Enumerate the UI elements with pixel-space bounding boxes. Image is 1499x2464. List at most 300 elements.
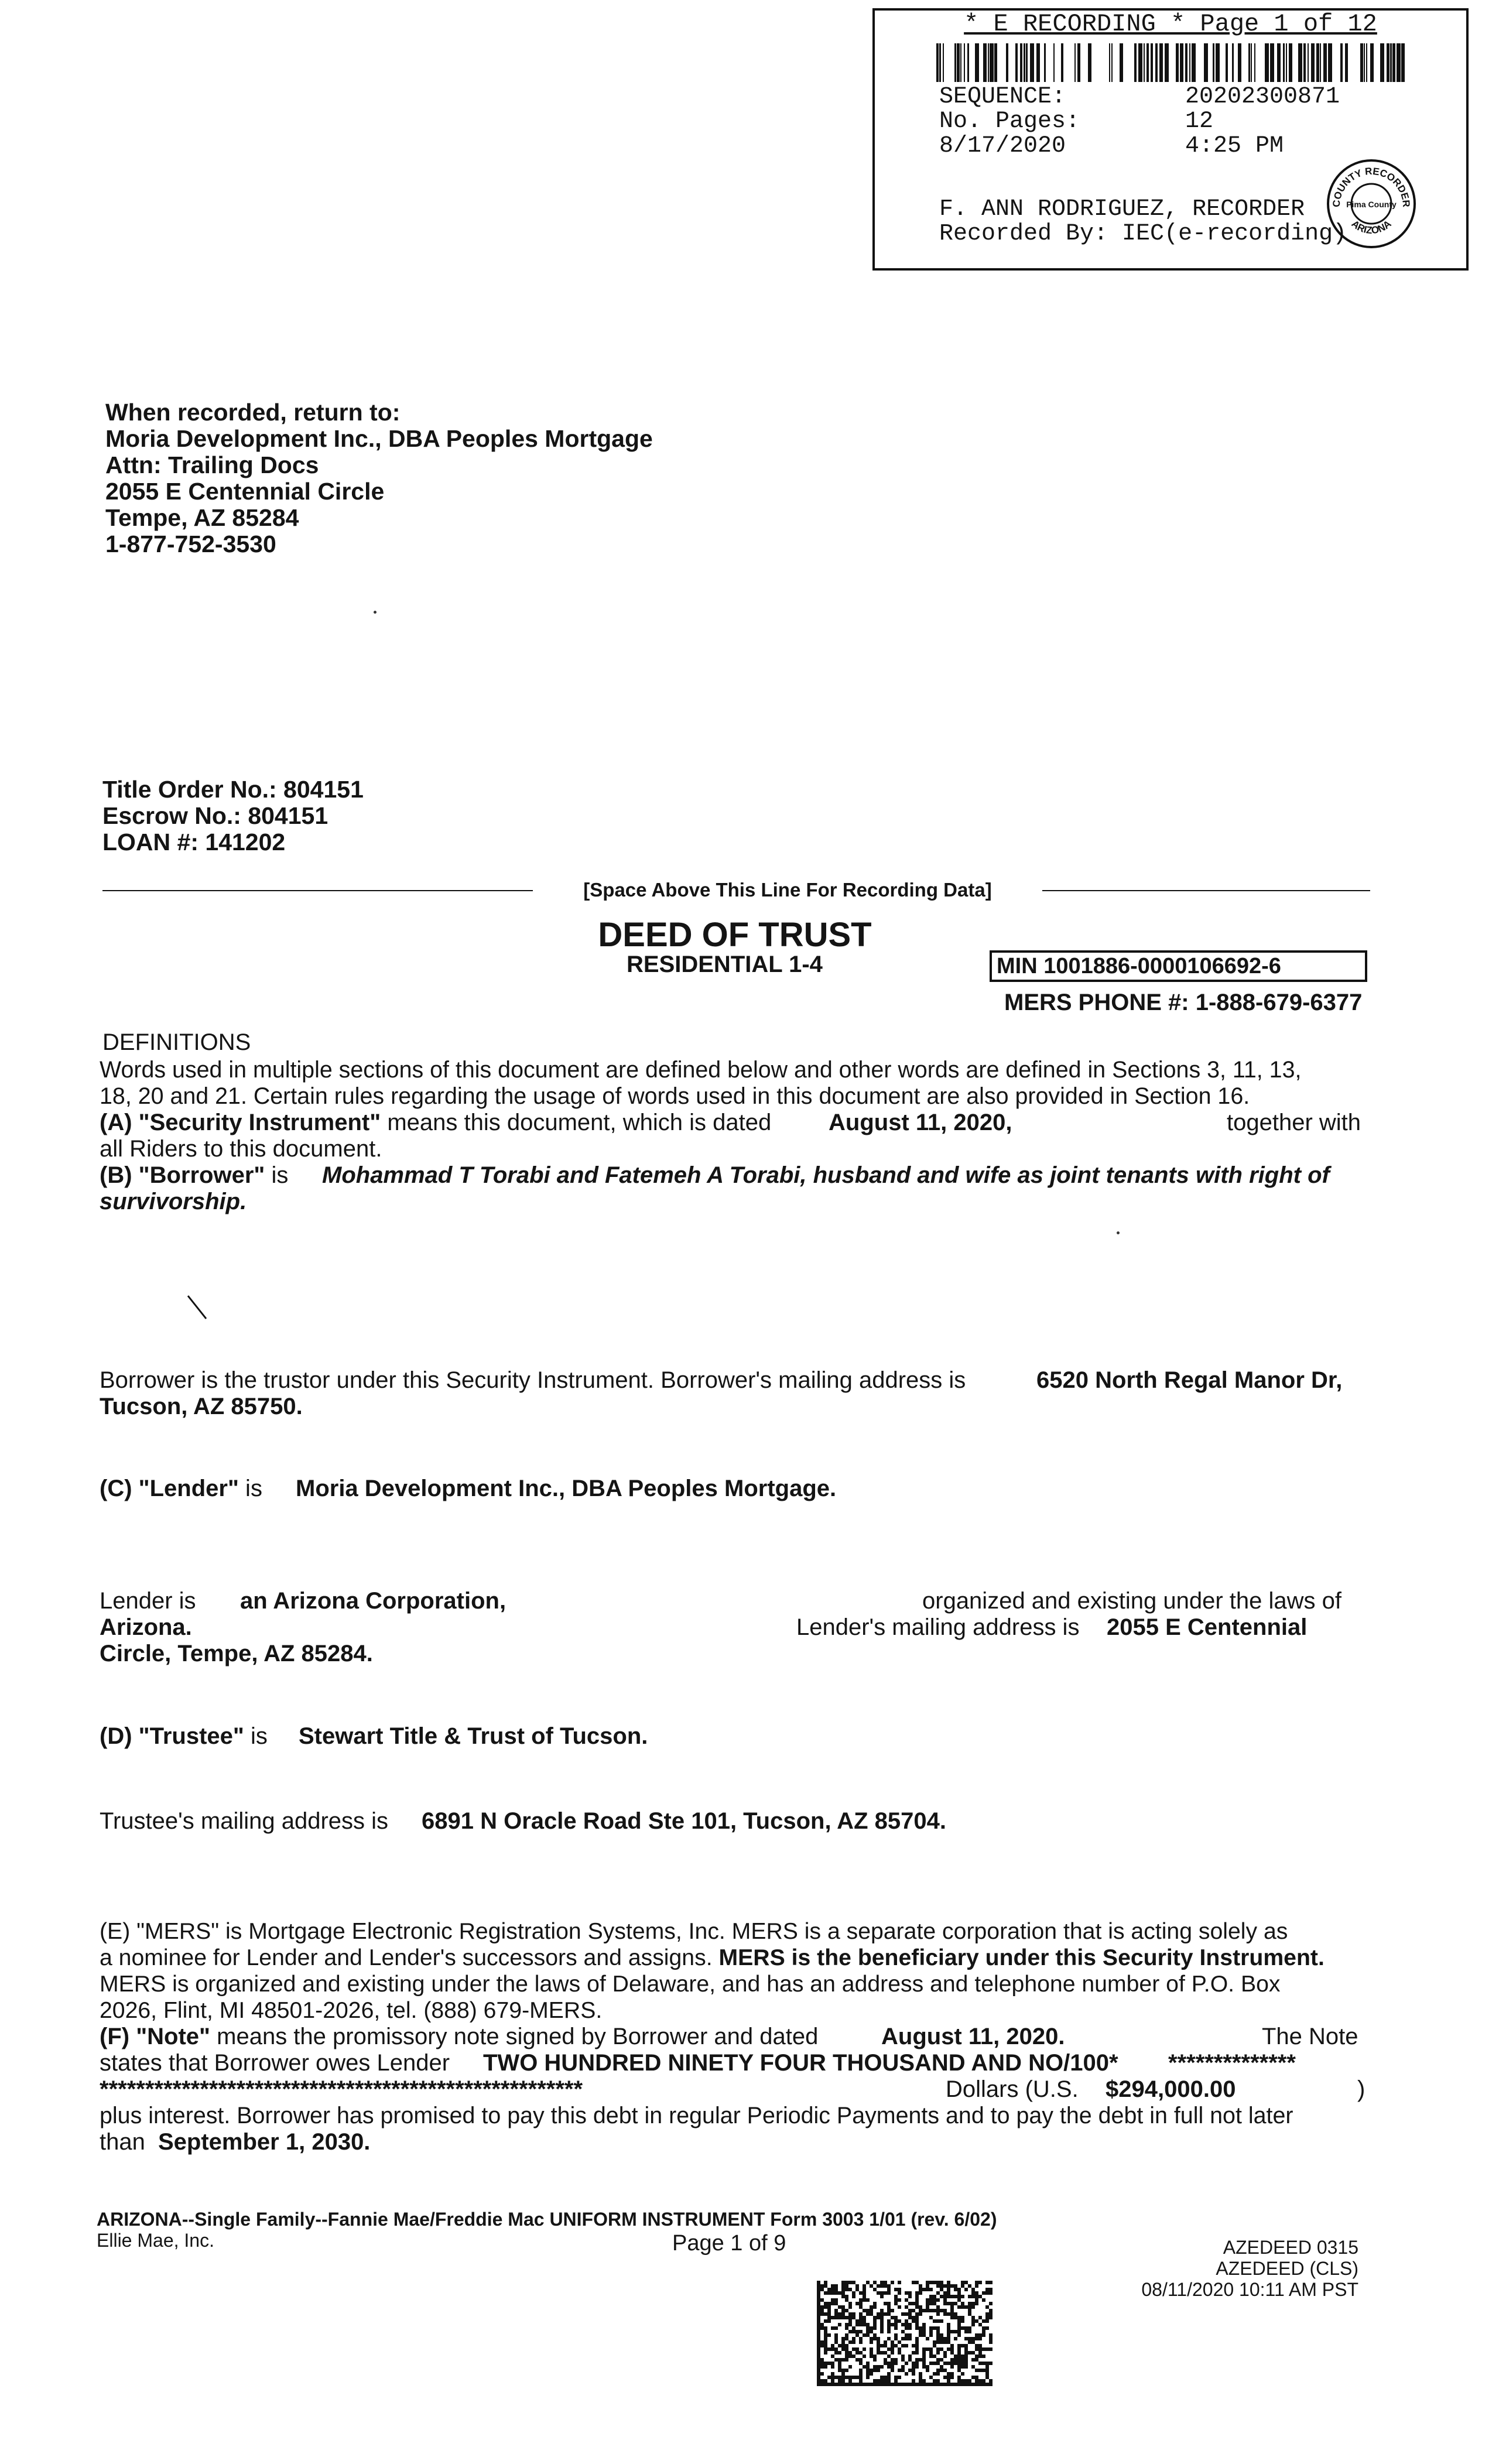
barcode-module xyxy=(954,2330,957,2333)
barcode-module xyxy=(901,2369,905,2372)
barcode-module xyxy=(978,2337,982,2340)
barcode-bar xyxy=(967,43,969,82)
lender-line-1 xyxy=(100,1588,1370,1614)
barcode-module xyxy=(887,2355,891,2358)
barcode-module xyxy=(884,2312,887,2316)
barcode-module xyxy=(908,2383,912,2386)
barcode-module xyxy=(954,2355,957,2358)
barcode-module xyxy=(971,2351,975,2355)
note-date: August 11, 2020. xyxy=(881,2024,1065,2049)
barcode-module xyxy=(880,2309,884,2312)
barcode-module xyxy=(845,2344,848,2347)
barcode-module xyxy=(968,2305,971,2309)
barcode-module xyxy=(971,2288,975,2291)
barcode-module xyxy=(933,2340,936,2344)
barcode-module xyxy=(905,2323,908,2326)
barcode-module xyxy=(968,2340,971,2344)
barcode-module xyxy=(824,2351,827,2355)
barcode-module xyxy=(838,2376,841,2379)
barcode-module xyxy=(820,2298,824,2302)
title-order-number: Title Order No.: 804151 xyxy=(102,776,364,803)
barcode-module xyxy=(985,2281,989,2284)
barcode-module xyxy=(908,2291,912,2295)
trustee-address: 6891 N Oracle Road Ste 101, Tucson, AZ 85704. xyxy=(422,1808,946,1834)
barcode-module xyxy=(926,2347,929,2351)
barcode-module xyxy=(834,2347,838,2351)
barcode-module xyxy=(852,2355,855,2358)
barcode-module xyxy=(824,2302,827,2305)
barcode-module xyxy=(884,2383,887,2386)
barcode-bar xyxy=(1289,43,1292,82)
barcode-module xyxy=(908,2295,912,2298)
barcode-module xyxy=(957,2319,961,2323)
barcode-module xyxy=(848,2383,852,2386)
barcode-module xyxy=(950,2351,954,2355)
barcode-module xyxy=(834,2337,838,2340)
barcode-bar xyxy=(1397,43,1401,82)
borrower-address-1: 6520 North Regal Manor Dr, xyxy=(1036,1367,1343,1393)
barcode-module xyxy=(884,2376,887,2379)
barcode-module xyxy=(982,2369,985,2372)
borrower-address-2: Tucson, AZ 85750. xyxy=(100,1394,303,1419)
barcode-module xyxy=(929,2383,933,2386)
barcode-module xyxy=(863,2365,866,2369)
barcode-module xyxy=(989,2347,993,2351)
barcode-module xyxy=(936,2369,940,2372)
barcode-module xyxy=(905,2333,908,2337)
barcode-module xyxy=(919,2379,922,2383)
barcode-module xyxy=(898,2383,901,2386)
barcode-module xyxy=(989,2340,993,2344)
barcode-module xyxy=(873,2326,877,2330)
barcode-module xyxy=(968,2312,971,2316)
barcode-module xyxy=(989,2316,993,2319)
barcode-module xyxy=(929,2351,933,2355)
barcode-module xyxy=(922,2351,926,2355)
barcode-module xyxy=(887,2319,891,2323)
barcode-module xyxy=(950,2358,954,2362)
stamp-recorder: F. ANN RODRIGUEZ, RECORDER xyxy=(939,196,1305,223)
barcode-module xyxy=(922,2362,926,2365)
barcode-module xyxy=(975,2344,978,2347)
barcode-module xyxy=(873,2369,877,2372)
barcode-module xyxy=(922,2323,926,2326)
note-maturity-line xyxy=(100,2129,1370,2155)
barcode-module xyxy=(961,2358,964,2362)
barcode-module xyxy=(929,2347,933,2351)
barcode-module xyxy=(922,2326,926,2330)
barcode-module xyxy=(975,2333,978,2337)
barcode-module xyxy=(943,2340,947,2344)
form-timestamp: 08/11/2020 10:11 AM PST xyxy=(1141,2279,1358,2300)
barcode-module xyxy=(905,2305,908,2309)
barcode-module xyxy=(978,2355,982,2358)
barcode-bar xyxy=(1165,43,1169,82)
barcode-module xyxy=(947,2340,950,2344)
maturity-than: than xyxy=(100,2129,145,2155)
barcode-module xyxy=(989,2281,993,2284)
barcode-bar xyxy=(1026,43,1028,82)
document-subtitle: RESIDENTIAL 1-4 xyxy=(627,952,823,977)
barcode-module xyxy=(964,2351,968,2355)
barcode-module xyxy=(817,2333,820,2337)
barcode-module xyxy=(971,2376,975,2379)
barcode-bar xyxy=(1204,43,1208,82)
barcode-module xyxy=(834,2340,838,2344)
barcode-module xyxy=(950,2383,954,2386)
barcode-bar xyxy=(1392,43,1395,82)
barcode-module xyxy=(884,2344,887,2347)
barcode-module xyxy=(929,2309,933,2312)
seal-ring-text: COUNTY RECORDER xyxy=(1330,165,1412,208)
barcode-module xyxy=(859,2351,863,2355)
barcode-module xyxy=(898,2340,901,2344)
barcode-module xyxy=(964,2347,968,2351)
barcode-module xyxy=(950,2305,954,2309)
barcode-module xyxy=(838,2351,841,2355)
barcode-module xyxy=(898,2376,901,2379)
barcode-module xyxy=(866,2376,870,2379)
barcode-module xyxy=(880,2365,884,2369)
barcode-module xyxy=(957,2358,961,2362)
barcode-bar xyxy=(1283,43,1285,82)
barcode-module xyxy=(866,2312,870,2316)
barcode-module xyxy=(964,2379,968,2383)
barcode-bar xyxy=(988,43,989,82)
definition-e-line-4: 2026, Flint, MI 48501-2026, tel. (888) 679-MERS. xyxy=(100,1998,603,2023)
barcode-module xyxy=(957,2379,961,2383)
barcode-module xyxy=(982,2326,985,2330)
barcode-module xyxy=(834,2376,838,2379)
barcode-module xyxy=(831,2326,834,2330)
barcode-module xyxy=(912,2281,915,2284)
barcode-module xyxy=(908,2326,912,2330)
barcode-module xyxy=(905,2312,908,2316)
barcode-module xyxy=(880,2351,884,2355)
barcode-bar xyxy=(1020,43,1022,82)
stamp-sequence-value: 20202300871 xyxy=(1185,84,1340,110)
barcode-module xyxy=(975,2383,978,2386)
barcode-module xyxy=(824,2319,827,2323)
barcode-module xyxy=(831,2383,834,2386)
barcode-module xyxy=(820,2383,824,2386)
barcode-module xyxy=(926,2365,929,2369)
barcode-module xyxy=(880,2295,884,2298)
barcode-bar xyxy=(943,43,944,82)
barcode-module xyxy=(852,2312,855,2316)
barcode-module xyxy=(877,2316,880,2319)
barcode-module xyxy=(848,2355,852,2358)
barcode-module xyxy=(859,2372,863,2376)
barcode-module xyxy=(820,2365,824,2369)
barcode-bar xyxy=(1340,43,1343,82)
maturity-date: September 1, 2030. xyxy=(158,2129,371,2155)
barcode-module xyxy=(915,2302,919,2305)
trustee-name: Stewart Title & Trust of Tucson. xyxy=(299,1723,648,1749)
barcode-module xyxy=(817,2295,820,2298)
barcode-module xyxy=(982,2383,985,2386)
barcode-module xyxy=(848,2302,852,2305)
barcode-module xyxy=(919,2383,922,2386)
barcode-module xyxy=(817,2344,820,2347)
barcode-module xyxy=(873,2358,877,2362)
barcode-module xyxy=(901,2358,905,2362)
definition-c-label: (C) "Lender" xyxy=(100,1476,239,1501)
barcode-module xyxy=(912,2372,915,2376)
barcode-module xyxy=(936,2298,940,2302)
barcode-module xyxy=(901,2355,905,2358)
barcode-module xyxy=(841,2284,845,2288)
barcode-module xyxy=(975,2302,978,2305)
barcode-module xyxy=(957,2333,961,2337)
barcode-module xyxy=(957,2347,961,2351)
county-seal-icon xyxy=(1326,158,1417,249)
barcode-module xyxy=(957,2291,961,2295)
barcode-module xyxy=(841,2305,845,2309)
barcode-module xyxy=(936,2337,940,2340)
barcode-bar xyxy=(1311,43,1315,82)
barcode-module xyxy=(827,2376,831,2379)
return-to-line: 2055 E Centennial Circle xyxy=(105,478,385,505)
definition-d-is: is xyxy=(244,1723,268,1749)
barcode-module xyxy=(975,2358,978,2362)
barcode-module xyxy=(827,2319,831,2323)
barcode-module xyxy=(894,2379,898,2383)
definition-c-is: is xyxy=(238,1476,262,1501)
barcode-module xyxy=(919,2376,922,2379)
barcode-module xyxy=(873,2337,877,2340)
trustee-address-line xyxy=(100,1808,1370,1835)
barcode-module xyxy=(838,2323,841,2326)
barcode-module xyxy=(912,2369,915,2372)
barcode-module xyxy=(887,2288,891,2291)
barcode-module xyxy=(964,2281,968,2284)
barcode-module xyxy=(989,2291,993,2295)
barcode-module xyxy=(848,2376,852,2379)
barcode-module xyxy=(852,2316,855,2319)
barcode-module xyxy=(817,2351,820,2355)
barcode-module xyxy=(929,2302,933,2305)
barcode-module xyxy=(817,2316,820,2319)
barcode-bar xyxy=(1270,43,1274,82)
barcode-module xyxy=(971,2305,975,2309)
barcode-module xyxy=(989,2288,993,2291)
barcode-module xyxy=(947,2362,950,2365)
barcode-bar xyxy=(1213,43,1214,82)
definitions-intro-line-1: Words used in multiple sections of this document are defined below and other words are defined in Sections 3, 11, 13, xyxy=(100,1057,1302,1083)
barcode-module xyxy=(891,2369,894,2372)
dollars-label: Dollars (U.S. xyxy=(946,2076,1079,2102)
barcode-bar xyxy=(1320,43,1321,82)
barcode-module xyxy=(866,2383,870,2386)
barcode-module xyxy=(957,2344,961,2347)
barcode-module xyxy=(908,2369,912,2372)
vendor-name: Ellie Mae, Inc. xyxy=(97,2230,214,2251)
barcode-module xyxy=(915,2358,919,2362)
barcode-module xyxy=(887,2383,891,2386)
barcode-module xyxy=(936,2358,940,2362)
barcode-module xyxy=(870,2351,873,2355)
barcode-module xyxy=(852,2340,855,2344)
barcode-module xyxy=(824,2337,827,2340)
borrower-names-line-2: survivorship. xyxy=(100,1189,247,1214)
barcode-module xyxy=(845,2351,848,2355)
barcode-module xyxy=(961,2281,964,2284)
barcode-module xyxy=(855,2376,859,2379)
note-owes-text: states that Borrower owes Lender xyxy=(100,2050,450,2076)
barcode-module xyxy=(817,2355,820,2358)
barcode-module xyxy=(870,2284,873,2288)
barcode-module xyxy=(975,2347,978,2351)
barcode-module xyxy=(915,2291,919,2295)
barcode-module xyxy=(936,2319,940,2323)
barcode-module xyxy=(880,2383,884,2386)
barcode-module xyxy=(855,2323,859,2326)
barcode-module xyxy=(926,2305,929,2309)
barcode-module xyxy=(901,2330,905,2333)
borrower-names: Mohammad T Torabi and Fatemeh A Torabi, husband and wife as joint tenants with right of xyxy=(322,1162,1330,1188)
barcode-module xyxy=(859,2362,863,2365)
definition-b-is: is xyxy=(265,1162,289,1188)
barcode-module xyxy=(824,2333,827,2337)
barcode-module xyxy=(919,2372,922,2376)
barcode-module xyxy=(834,2284,838,2288)
barcode-module xyxy=(982,2333,985,2337)
barcode-module xyxy=(845,2309,848,2312)
barcode-bar xyxy=(1251,43,1252,82)
barcode-module xyxy=(838,2312,841,2316)
seal-state-text: ARIZONA xyxy=(1349,218,1394,237)
barcode-module xyxy=(845,2284,848,2288)
barcode-module xyxy=(968,2337,971,2340)
barcode-module xyxy=(961,2326,964,2330)
barcode-module xyxy=(870,2340,873,2344)
definition-b xyxy=(100,1162,1370,1189)
barcode-bar xyxy=(1248,43,1250,82)
barcode-module xyxy=(817,2358,820,2362)
barcode-module xyxy=(859,2302,863,2305)
barcode-module xyxy=(947,2383,950,2386)
reference-numbers xyxy=(102,776,364,855)
barcode-module xyxy=(841,2347,845,2351)
barcode-module xyxy=(863,2291,866,2295)
barcode-module xyxy=(957,2298,961,2302)
barcode-module xyxy=(831,2347,834,2351)
barcode-module xyxy=(922,2383,926,2386)
barcode-bar xyxy=(1061,43,1063,82)
barcode-module xyxy=(884,2351,887,2355)
barcode-module xyxy=(989,2383,993,2386)
barcode-module xyxy=(859,2376,863,2379)
barcode-module xyxy=(841,2288,845,2291)
barcode-module xyxy=(873,2333,877,2337)
barcode-module xyxy=(870,2326,873,2330)
barcode-module xyxy=(880,2316,884,2319)
barcode-module xyxy=(838,2305,841,2309)
barcode-module xyxy=(933,2355,936,2358)
definition-e-line-2a: a nominee for Lender and Lender's successors and assigns. xyxy=(100,1945,719,1970)
barcode-module xyxy=(834,2302,838,2305)
barcode-module xyxy=(985,2362,989,2365)
barcode-module xyxy=(817,2376,820,2379)
barcode-module xyxy=(834,2288,838,2291)
separator-rule-left xyxy=(102,890,533,891)
barcode-module xyxy=(954,2295,957,2298)
stamp-recorded-by: Recorded By: IEC(e-recording) xyxy=(939,221,1347,247)
barcode-module xyxy=(848,2379,852,2383)
barcode-module xyxy=(929,2316,933,2319)
barcode-module xyxy=(975,2298,978,2302)
definition-e-line-2 xyxy=(100,1945,1370,1971)
barcode-module xyxy=(848,2365,852,2369)
barcode-module xyxy=(922,2330,926,2333)
barcode-module xyxy=(961,2344,964,2347)
barcode-module xyxy=(926,2302,929,2305)
barcode-module xyxy=(926,2298,929,2302)
barcode-bar xyxy=(1030,43,1034,82)
barcode-module xyxy=(901,2383,905,2386)
barcode-bar xyxy=(1155,43,1158,82)
barcode-module xyxy=(901,2312,905,2316)
barcode-module xyxy=(845,2355,848,2358)
barcode-module xyxy=(831,2344,834,2347)
barcode-module xyxy=(838,2344,841,2347)
barcode-module xyxy=(877,2337,880,2340)
barcode-module xyxy=(915,2362,919,2365)
barcode-module xyxy=(975,2291,978,2295)
barcode-module xyxy=(957,2355,961,2358)
barcode-module xyxy=(820,2362,824,2365)
barcode-module xyxy=(831,2298,834,2302)
barcode-module xyxy=(820,2372,824,2376)
definition-e-line-3: MERS is organized and existing under the laws of Delaware, and has an address and telephone number of P.O. Box xyxy=(100,1972,1281,1997)
barcode-bar xyxy=(1226,43,1228,82)
barcode-module xyxy=(877,2369,880,2372)
definitions-heading: DEFINITIONS xyxy=(102,1029,251,1055)
barcode-module xyxy=(905,2344,908,2347)
lender-state: Arizona. xyxy=(100,1614,192,1640)
barcode-module xyxy=(852,2295,855,2298)
barcode-module xyxy=(820,2309,824,2312)
asterisk-fill: ************** xyxy=(1168,2050,1296,2076)
barcode-module xyxy=(817,2347,820,2351)
barcode-module xyxy=(978,2351,982,2355)
barcode-module xyxy=(978,2362,982,2365)
barcode-module xyxy=(912,2362,915,2365)
barcode-module xyxy=(954,2337,957,2340)
borrower-address-line xyxy=(100,1367,1370,1394)
barcode-module xyxy=(957,2383,961,2386)
barcode-module xyxy=(915,2305,919,2309)
barcode-module xyxy=(855,2383,859,2386)
barcode-module xyxy=(975,2281,978,2284)
barcode-module xyxy=(978,2323,982,2326)
form-identifier: ARIZONA--Single Family--Fannie Mae/Freddie Mac UNIFORM INSTRUMENT Form 3003 1/01 (rev. 6/02) xyxy=(97,2209,997,2230)
barcode-module xyxy=(933,2295,936,2298)
note-interest-line: plus interest. Borrower has promised to pay this debt in regular Periodic Payments and to pay the debt in full not later xyxy=(100,2103,1293,2128)
barcode-module xyxy=(873,2323,877,2326)
barcode-module xyxy=(943,2351,947,2355)
barcode-module xyxy=(908,2312,912,2316)
barcode-module xyxy=(863,2323,866,2326)
barcode-module xyxy=(943,2291,947,2295)
barcode-module xyxy=(940,2309,943,2312)
barcode-module xyxy=(859,2298,863,2302)
barcode-module xyxy=(898,2281,901,2284)
barcode-module xyxy=(933,2281,936,2284)
barcode-module xyxy=(985,2365,989,2369)
barcode-module xyxy=(989,2302,993,2305)
